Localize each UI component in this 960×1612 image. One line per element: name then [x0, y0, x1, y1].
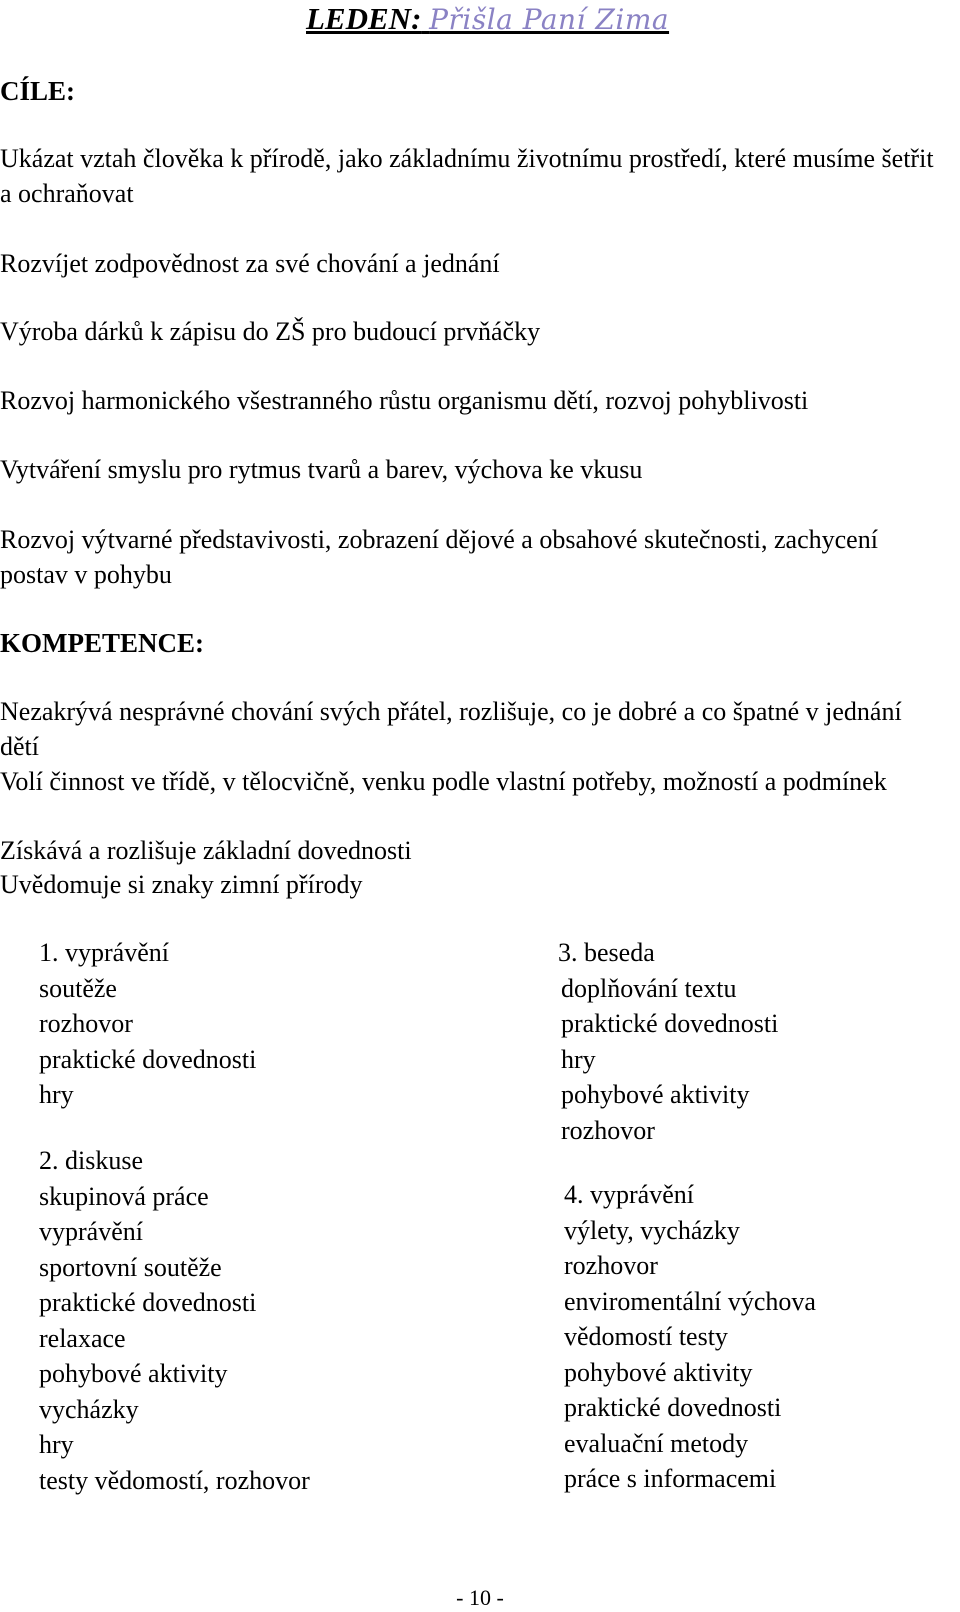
goal-item: Rozvoj výtvarné představivosti, zobrazení dějové a obsahové skutečnosti, zachycení postav v pohybu — [0, 525, 878, 589]
method-item: pohybové aktivity — [564, 1357, 753, 1387]
method-item: praktické dovednosti — [564, 1393, 782, 1422]
method-item: výlety, vycházky — [564, 1215, 740, 1245]
page-title — [306, 0, 669, 39]
method-item: vyprávění — [39, 1217, 143, 1246]
method-item: hry — [39, 1080, 74, 1109]
competence-item: Nezakrývá nesprávné chování svých přátel, rozlišuje, co je dobré a co špatné v jednání dětí — [0, 697, 902, 761]
method-item: testy vědomostí, rozhovor — [39, 1465, 310, 1495]
method-item: rozhovor — [561, 1115, 655, 1145]
method-item: skupinová práce — [39, 1181, 209, 1211]
method-item: rozhovor — [564, 1251, 658, 1280]
goal-item: Ukázat vztah člověka k přírodě, jako základnímu životnímu prostředí, které musíme šetřit a ochraňovat — [0, 144, 934, 208]
method-item: práce s informacemi — [564, 1464, 777, 1493]
method-item: 1. vyprávění — [39, 938, 169, 967]
method-item: sportovní soutěže — [39, 1252, 222, 1282]
method-item: enviromentální výchova — [564, 1286, 816, 1316]
goal-item: Vytváření smyslu pro rytmus tvarů a barev, výchova ke vkusu — [0, 455, 643, 484]
method-item: pohybové aktivity — [561, 1080, 750, 1109]
goals-heading: CÍLE: — [0, 76, 76, 106]
title-month: LEDEN: — [306, 1, 422, 36]
goal-item: Rozvíjet zodpovědnost za své chování a jednání — [0, 249, 500, 278]
method-item: evaluační metody — [564, 1428, 749, 1458]
method-item: hry — [561, 1044, 596, 1074]
method-item: soutěže — [39, 973, 117, 1003]
method-item: relaxace — [39, 1323, 126, 1353]
competence-item: Volí činnost ve třídě, v tělocvičně, venku podle vlastní potřeby, možností a podmínek — [0, 767, 887, 796]
method-item: vědomostí testy — [564, 1322, 728, 1351]
method-item: 4. vyprávění — [564, 1180, 694, 1209]
methods-week-4 — [564, 1177, 816, 1497]
competences-heading: KOMPETENCE: — [0, 628, 205, 658]
goal-item: Rozvoj harmonického všestranného růstu organismu dětí, rozvoj pohyblivosti — [0, 386, 809, 415]
competence-item: Uvědomuje si znaky zimní přírody — [0, 870, 363, 899]
page-number: - 10 - — [456, 1585, 504, 1610]
method-item: rozhovor — [39, 1009, 133, 1038]
method-item: 3. beseda — [558, 938, 655, 967]
method-item: praktické dovednosti — [39, 1288, 257, 1317]
methods-week-3 — [558, 935, 778, 1148]
goal-item: Výroba dárků k zápisu do ZŠ pro budoucí prvňáčky — [0, 317, 541, 346]
method-item: 2. diskuse — [39, 1146, 143, 1175]
method-item: praktické dovednosti — [39, 1044, 257, 1074]
method-item: praktické dovednosti — [561, 1009, 779, 1038]
title-theme: Přišla Paní Zima — [429, 3, 670, 36]
methods-week-1 — [39, 935, 256, 1113]
method-item: hry — [39, 1430, 74, 1459]
method-item: pohybové aktivity — [39, 1359, 228, 1388]
method-item: doplňování textu — [561, 973, 737, 1003]
competence-item: Získává a rozlišuje základní dovednosti — [0, 836, 412, 865]
method-item: vycházky — [39, 1394, 139, 1424]
methods-week-2 — [39, 1143, 310, 1498]
